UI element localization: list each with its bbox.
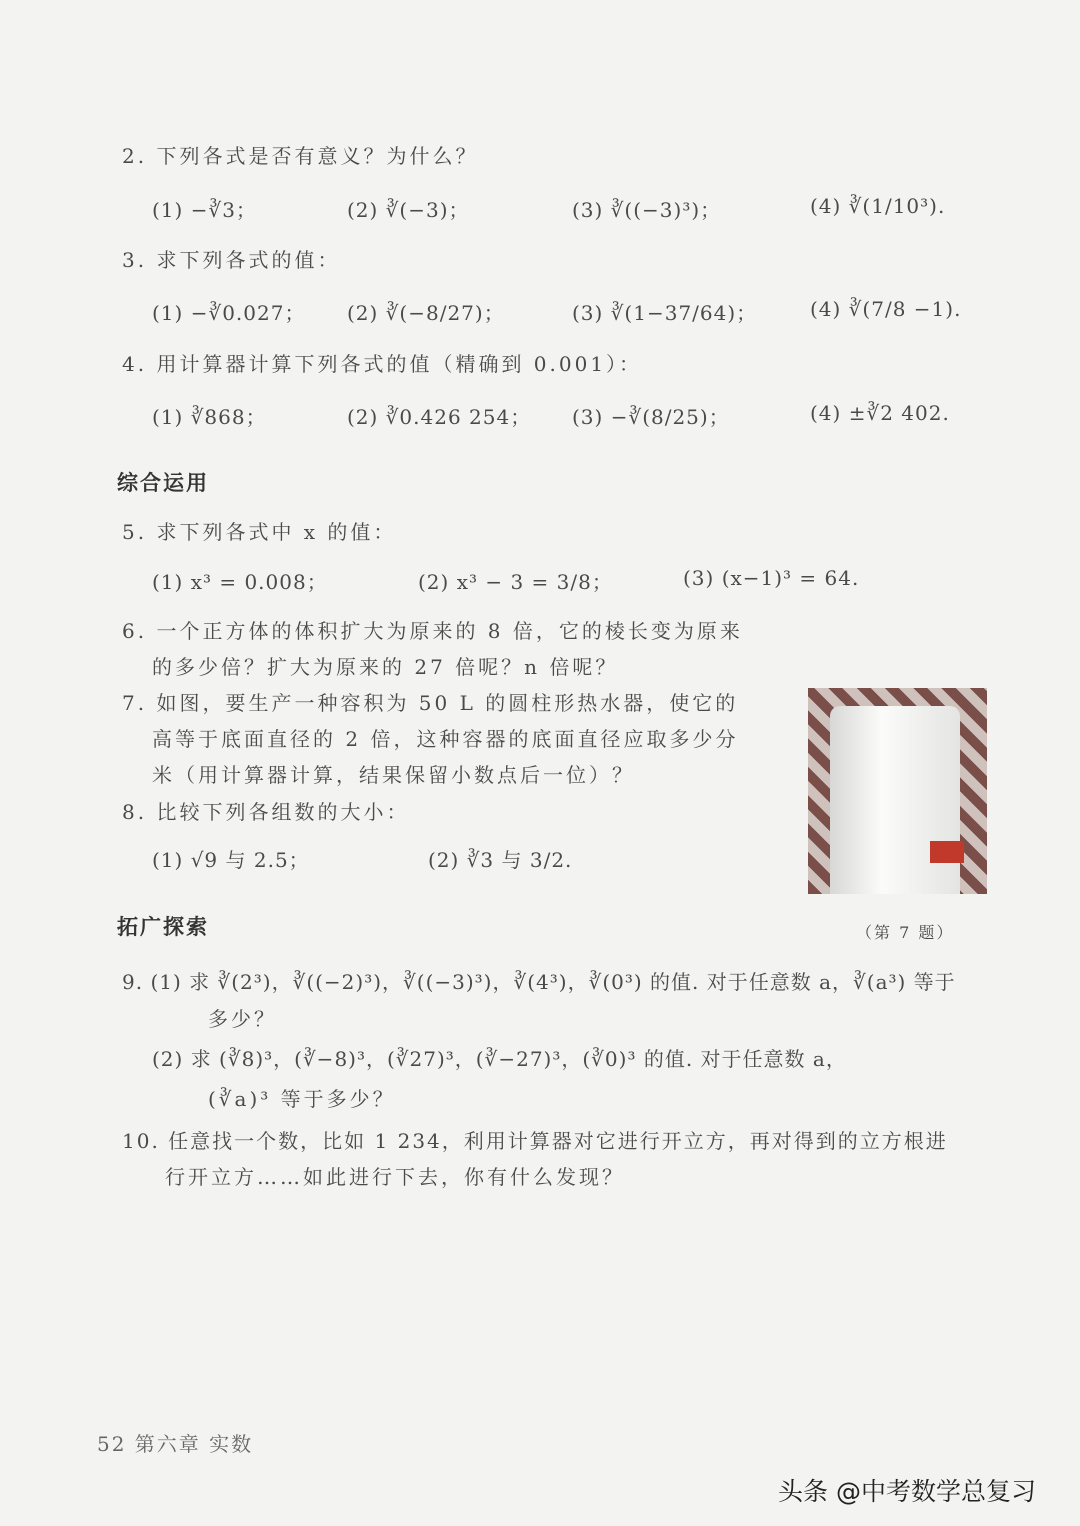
section-heading-comprehensive: 综合运用 [117, 471, 209, 495]
question-10-line-2: 行开立方……如此进行下去，你有什么发现？ [165, 1165, 625, 1189]
question-8-title: 8. 比较下列各组数的大小： [122, 800, 410, 824]
question-9-line-2: 多少？ [208, 1007, 277, 1031]
question-9-line-1: 9. (1) 求 ∛(2³)，∛((−2)³)，∛((−3)³)，∛(4³)，∛(0³) 的值. 对于任意数 a，∛(a³) 等于 [122, 970, 956, 994]
water-heater-photo [808, 688, 987, 894]
question-7-line-2: 高等于底面直径的 2 倍，这种容器的底面直径应取多少分 [152, 727, 739, 751]
q5-item-2: (2) x³ − 3 = 3/8； [418, 570, 613, 594]
question-6-line-2: 的多少倍？扩大为原来的 27 倍呢？n 倍呢？ [152, 655, 619, 679]
question-7-line-1: 7. 如图，要生产一种容积为 50 L 的圆柱形热水器，使它的 [122, 691, 739, 715]
q8-item-1: (1) √9 与 2.5； [152, 848, 310, 872]
q2-item-1: (1) −∛3； [152, 198, 257, 222]
q8-item-2: (2) ∛3 与 3/2. [428, 848, 573, 872]
watermark: 头条 @中考数学总复习 [778, 1477, 1036, 1506]
q2-item-3: (3) ∛((−3)³)； [572, 198, 722, 222]
q4-item-4: (4) ±∛2 402. [810, 401, 950, 425]
page-footer: 52 第六章 实数 [97, 1432, 254, 1456]
question-10-line-1: 10. 任意找一个数，比如 1 234，利用计算器对它进行开立方，再对得到的立方根进 [122, 1129, 948, 1153]
question-6-line-1: 6. 一个正方体的体积扩大为原来的 8 倍，它的棱长变为原来 [122, 619, 743, 643]
section-heading-extension: 拓广探索 [117, 915, 209, 939]
q4-item-1: (1) ∛868； [152, 405, 267, 429]
q4-item-2: (2) ∛0.426 254； [347, 405, 532, 429]
figure-caption: （第 7 题） [856, 923, 955, 942]
q2-item-4: (4) ∛(1/10³). [810, 194, 946, 218]
question-4-title: 4. 用计算器计算下列各式的值（精确到 0.001）： [122, 352, 643, 376]
q3-item-4: (4) ∛(7/8 −1). [810, 297, 962, 321]
question-9-line-4: (∛a)³ 等于多少？ [208, 1087, 396, 1111]
question-7-line-3: 米（用计算器计算，结果保留小数点后一位）？ [152, 763, 635, 787]
q3-item-2: (2) ∛(−8/27)； [347, 301, 505, 325]
q3-item-3: (3) ∛(1−37/64)； [572, 301, 758, 325]
question-2-title: 2. 下列各式是否有意义？为什么？ [122, 144, 479, 168]
q5-item-3: (3) (x−1)³ = 64. [683, 566, 860, 590]
water-heater-label [930, 841, 964, 863]
q4-item-3: (3) −∛(8/25)； [572, 405, 730, 429]
question-5-title: 5. 求下列各式中 x 的值： [122, 520, 397, 544]
q3-item-1: (1) −∛0.027； [152, 301, 306, 325]
water-heater-tank [830, 706, 960, 894]
q2-item-2: (2) ∛(−3)； [347, 198, 470, 222]
question-3-title: 3. 求下列各式的值： [122, 248, 341, 272]
question-9-line-3: (2) 求 (∛8)³，(∛−8)³，(∛27)³，(∛−27)³，(∛0)³ 的值. 对于任意数 a， [152, 1047, 847, 1071]
q5-item-1: (1) x³ = 0.008； [152, 570, 328, 594]
